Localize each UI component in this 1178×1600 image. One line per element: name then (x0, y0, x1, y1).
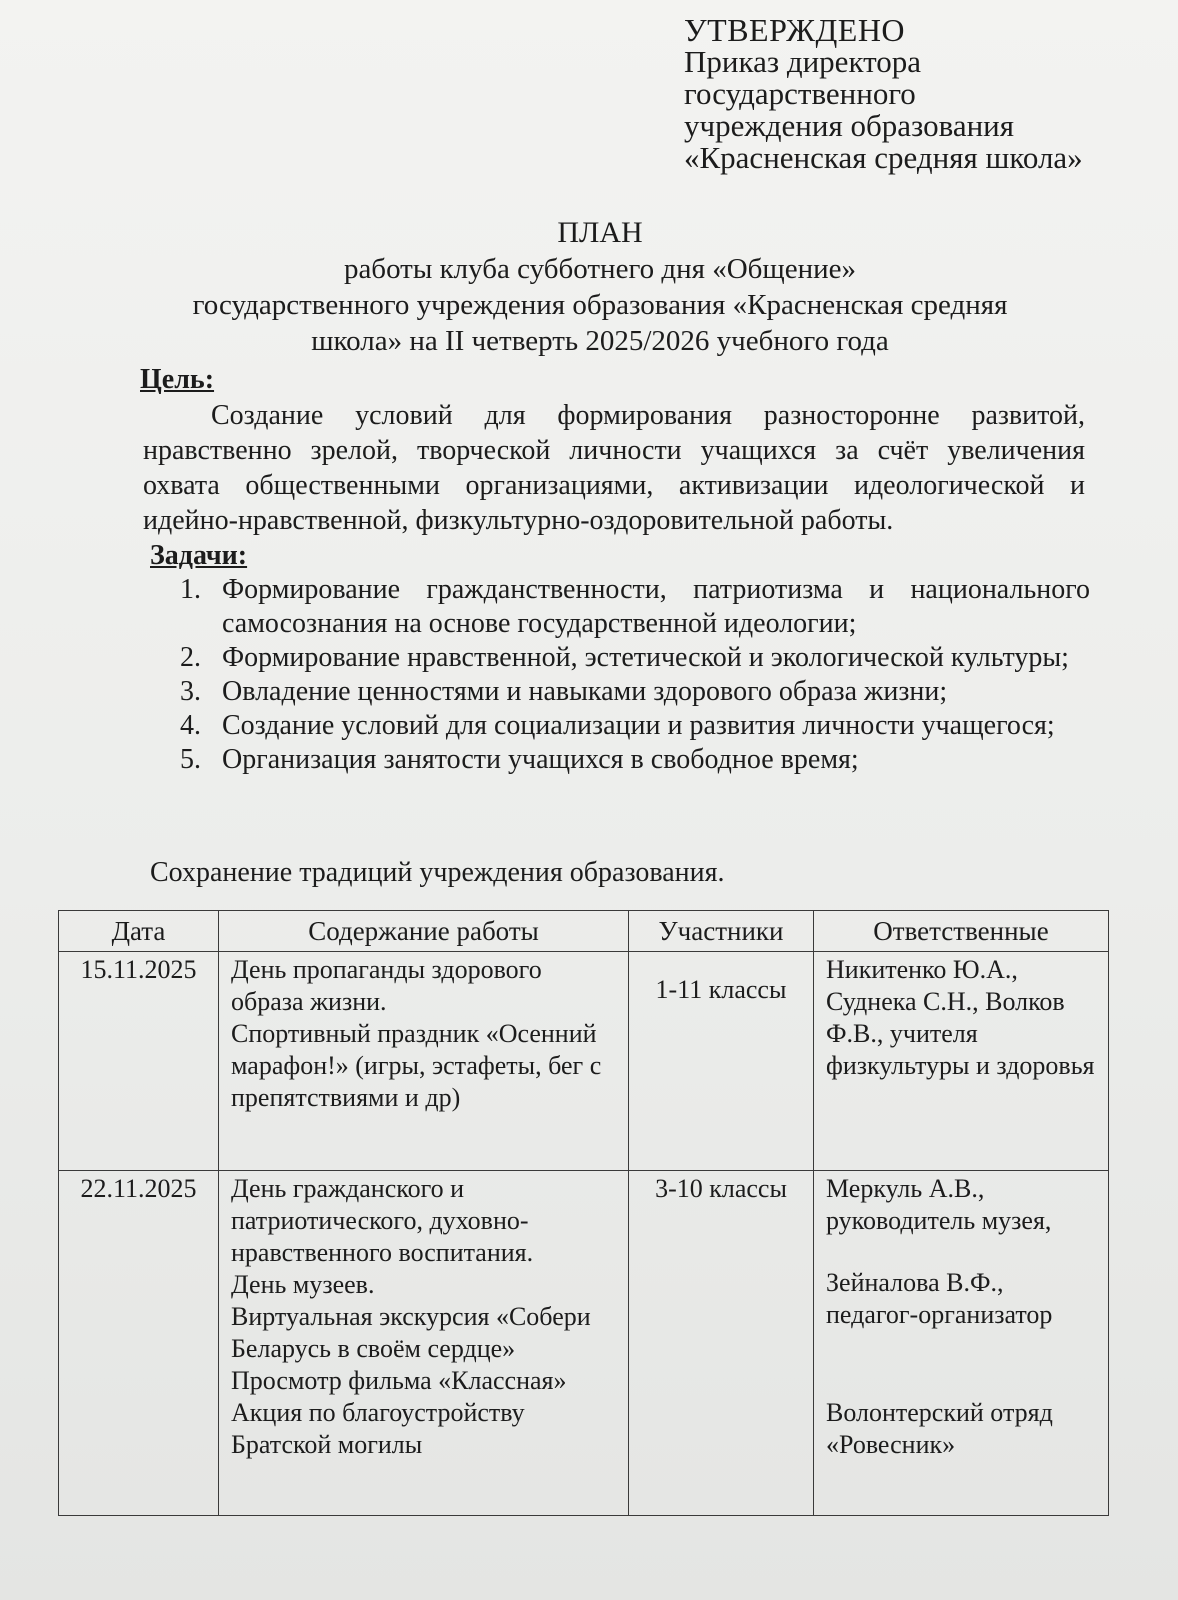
content-line: Спортивный праздник «Осенний марафон!» (игры, эстафеты, бег с препятствиями и др) (231, 1019, 602, 1112)
approval-stamp (684, 14, 1083, 174)
cell-responsible (814, 1171, 1109, 1516)
content-line: Акция по благоустройству Братской могилы (231, 1398, 525, 1459)
table-row (59, 952, 1109, 1171)
column-header-content: Содержание работы (219, 911, 629, 952)
title-line: школа» на II четверть 2025/2026 учебного года (311, 325, 889, 357)
responsible-line: Зейналова В.Ф., педагог-организатор (826, 1268, 1053, 1329)
task-text: Формирование гражданственности, патриотизма и национального самосознания на основе государственной идеологии; (222, 574, 1090, 639)
column-header-responsible: Ответственные (814, 911, 1109, 952)
participants-text: 3-10 классы (655, 1174, 787, 1203)
approval-line: «Красненская средняя школа» (684, 140, 1083, 175)
spacer (826, 1331, 1096, 1397)
task-item (180, 709, 1090, 743)
participants-text: 1-11 классы (655, 975, 787, 1004)
column-header-date: Дата (59, 911, 219, 952)
title-plan: ПЛАН (557, 216, 643, 249)
cell-participants (629, 1171, 814, 1516)
content-line: День музеев. (231, 1270, 375, 1299)
task-number: 2. (180, 642, 201, 673)
plan-table (58, 910, 1109, 1516)
goal-text: Создание условий для формирования разносторонне развитой, нравственно зрелой, творческой личности учащихся за счёт увеличения охвата общественными организациями, активизации идеологической и идейно-нравственной, физкультурно-оздоровительной работы. (143, 400, 1085, 536)
approval-line: учреждения образования (684, 108, 1015, 143)
task-item (180, 743, 1090, 777)
content-line: День пропаганды здорового образа жизни. (231, 955, 542, 1016)
cell-responsible (814, 952, 1109, 1171)
tasks-extra-line: Сохранение традиций учреждения образования. (150, 857, 725, 888)
content-line: День гражданского и патриотического, духовно-нравственного воспитания. (231, 1174, 534, 1267)
approval-line: государственного (684, 76, 916, 111)
approval-heading: УТВЕРЖДЕНО (684, 12, 906, 48)
goal-label: Цель: (140, 364, 215, 395)
task-text: Создание условий для социализации и развития личности учащегося; (222, 710, 1055, 741)
task-item (180, 573, 1090, 641)
tasks-list (180, 573, 1090, 777)
responsible-line: Меркуль А.В., руководитель музея, (826, 1174, 1052, 1235)
spacer (826, 1237, 1096, 1267)
title-line: государственного учреждения образования «Красненская средняя (192, 289, 1008, 321)
tasks-label: Задачи: (150, 540, 248, 571)
task-number: 5. (180, 744, 201, 775)
cell-participants (629, 952, 814, 1171)
task-text: Организация занятости учащихся в свободное время; (222, 744, 859, 775)
task-item (180, 675, 1090, 709)
responsible-line: Волонтерский отряд «Ровесник» (826, 1398, 1053, 1459)
column-header-participants: Участники (629, 911, 814, 952)
table-header-row (59, 911, 1109, 952)
task-number: 4. (180, 710, 201, 741)
cell-date: 15.11.2025 (59, 952, 219, 1171)
cell-content (219, 952, 629, 1171)
content-line: Просмотр фильма «Классная» (231, 1366, 567, 1395)
cell-content (219, 1171, 629, 1516)
task-item (180, 641, 1090, 675)
table-row (59, 1171, 1109, 1516)
responsible-line: Никитенко Ю.А., Суднека С.Н., Волков Ф.В., учителя физкультуры и здоровья (826, 955, 1095, 1080)
document-title (100, 215, 1100, 359)
task-number: 3. (180, 676, 201, 707)
title-line: работы клуба субботнего дня «Общение» (343, 253, 857, 285)
approval-line: Приказ директора (684, 44, 921, 79)
content-line: Виртуальная экскурсия «Собери Беларусь в своём сердце» (231, 1302, 591, 1363)
cell-date: 22.11.2025 (59, 1171, 219, 1516)
task-number: 1. (180, 574, 201, 605)
task-text: Формирование нравственной, эстетической и экологической культуры; (222, 642, 1069, 673)
task-text: Овладение ценностями и навыками здорового образа жизни; (222, 676, 948, 707)
